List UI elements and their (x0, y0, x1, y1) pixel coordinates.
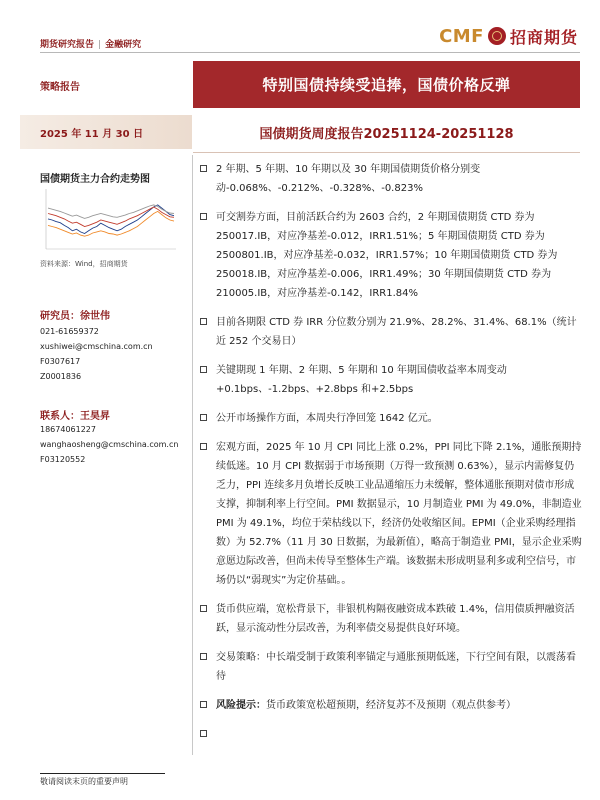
list-item (200, 409, 582, 428)
bullet-square-icon (200, 165, 207, 172)
brand-latin: CMF (439, 25, 484, 47)
bullet-square-icon (200, 605, 207, 612)
headline-banner (193, 61, 580, 108)
analyst-license-2: Z0001836 (40, 372, 82, 381)
item-text: 公开市场操作方面，本周央行净回笼 1642 亿元。 (216, 413, 438, 424)
bullet-square-icon (200, 653, 207, 660)
category-separator: | (98, 40, 102, 50)
item-text: 货币供应端，宽松背景下，非银机构隔夜融资成本跌破 1.4%，信用债质押融资活跃，显示流动性分层改善，为利率债交易提供良好环境。 (216, 604, 575, 634)
title-divider (193, 152, 580, 153)
item-text: 宏观方面，2025 年 10 月 CPI 同比上涨 0.2%，PPI 同比下降 2.1%，通胀预期持续低迷。10 月 CPI 数据弱于市场预期（万得一致预测 0.63%），显示内需修复仍乏力，PPI 连续多月负增长反映工业品通缩压力未缓解，整体通胀预期对债市形成支撑，抑制利率上行空间。PMI 数据显示，10 月制造业 PMI 为 49.0%，非制造业 PMI 为 49.1%，均位于荣枯线以下，经济仍处收缩区间。EPMI（企业采购经理指数）为 52.7%（11 月 30 日数据，为最新值），略高于制造业 PMI，显示企业采购意愿边际改善，但尚未传导至整体生产端。该数据未形成明显利多或利空信号，市场仍以“弱现实”为定价基础。。 (216, 442, 582, 586)
footer-disclaimer: 敬请阅读末页的重要声明 (40, 777, 128, 786)
item-text: 2 年期、5 年期、10 年期以及 30 年期国债期货价格分别变动-0.068%、-0.212%、-0.328%、-0.823% (216, 164, 481, 194)
analyst-license-1: F0307617 (40, 357, 81, 366)
section-label: 策略报告 (40, 82, 80, 93)
footer-divider (40, 773, 165, 774)
chart-source: 资料来源：Wind，招商期货 (40, 260, 128, 268)
list-item (200, 208, 582, 303)
brand-logo (439, 24, 578, 48)
bullet-square-icon (200, 701, 207, 708)
brand-cn: 招商期货 (509, 27, 578, 47)
analyst-phone: 021-61659372 (40, 327, 99, 336)
list-item (200, 648, 582, 686)
list-item (200, 160, 582, 198)
brand-emblem-icon (488, 27, 506, 45)
list-item (200, 361, 582, 399)
list-item (200, 696, 582, 715)
item-text: 关键期现 1 年期、2 年期、5 年期和 10 年期国债收益率本周变动+0.1bps、-1.2bps、+2.8bps 和+2.5bps (216, 365, 507, 395)
report-title: 国债期货周度报告20251124-20251128 (259, 126, 514, 142)
trend-chart (40, 185, 180, 255)
bullet-square-icon (200, 443, 207, 450)
contact-email[interactable]: wanghaosheng@cmschina.com.cn (40, 440, 179, 449)
date-bar (20, 115, 192, 149)
bullet-square-icon (200, 366, 207, 373)
report-date: 2025 年 11 月 30 日 (40, 129, 144, 140)
headline: 特别国债持续受追捧，国债价格反弹 (262, 76, 511, 94)
chart-background (40, 185, 180, 255)
analyst-contact (40, 324, 153, 384)
contact-phone: 18674061227 (40, 425, 96, 434)
column-divider (192, 155, 193, 755)
item-text: 交易策略：中长端受制于政策利率锚定与通胀预期低迷，下行空间有限，以震荡看待 (216, 652, 576, 682)
bullet-square-icon (200, 414, 207, 421)
bullet-square-icon (200, 730, 207, 737)
header-divider (40, 52, 580, 53)
bullet-square-icon (200, 213, 207, 220)
content-list (200, 160, 582, 725)
contact-license: F03120552 (40, 455, 86, 464)
contact-details (40, 422, 178, 467)
subcategory-label: 金融研究 (105, 40, 142, 50)
list-item (200, 313, 582, 351)
list-item (200, 600, 582, 638)
list-item (200, 438, 582, 590)
report-category (40, 37, 141, 50)
item-text: 货币政策宽松超预期，经济复苏不及预期（观点供参考） (266, 700, 516, 711)
item-text: 目前各期限 CTD 券 IRR 分位数分别为 21.9%、28.2%、31.4%、68.1%（统计近 252 个交易日） (216, 317, 577, 347)
category-label: 期货研究报告 (40, 40, 95, 50)
analyst-label: 研究员：徐世伟 (40, 311, 110, 322)
analyst-email[interactable]: xushiwei@cmschina.com.cn (40, 342, 153, 351)
chart-title: 国债期货主力合约走势图 (40, 174, 150, 185)
risk-label: 风险提示： (216, 700, 266, 711)
item-text: 可交割券方面，目前活跃合约为 2603 合约，2 年期国债期货 CTD 券为 250017.IB，对应净基差-0.012，IRR1.51%；5 年期国债期货 CTD 券为 2500801.IB，对应净基差-0.032，IRR1.57%；10 年期国债期货 CTD 券为 250018.IB，对应净基差-0.006，IRR1.49%；30 年期国债期货 CTD 券为 210005.IB，对应净基差-0.142，IRR1.84% (216, 212, 558, 299)
contact-label: 联系人：王昊昇 (40, 411, 110, 422)
bullet-square-icon (200, 318, 207, 325)
